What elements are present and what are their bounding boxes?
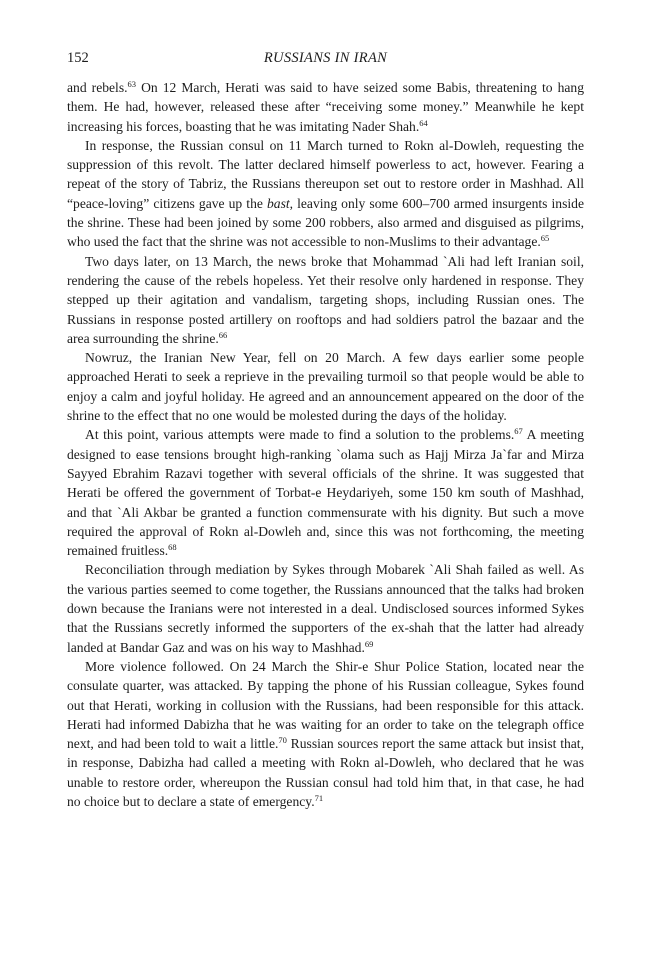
text-run: Nowruz, the Iranian New Year, fell on 20 March. A few days earlier some people approached Herati to seek a reprieve in the prevailing turmoil so that people would be able to enjoy a calm and joyful holiday. He agreed and an announcement appeared on the door of the shrine to the effect that no one would be molested during the days of the holiday.: [67, 350, 584, 424]
footnote-marker: 65: [540, 233, 550, 244]
text-run: Two days later, on 13 March, the news broke that Mohammad `Ali had left Iranian soil, rendering the cause of the rebels hopeless. Yet their resolve only hardened in response. They stepped up their agitation and vandalism, targeting shops, including Russian ones. The Russians in response posted artillery on rooftops and had soldiers patrol the bazaar and the area surrounding the shrine.: [67, 253, 584, 346]
paragraph: [67, 136, 584, 252]
page-header: [67, 50, 584, 72]
text-run: A meeting designed to ease tensions brought high-ranking `olama such as Hajj Mirza Ja`far and Mirza Sayyed Ebrahim Razavi together with several officials of the shrine. It was suggested that Herati be offered the government of Torbat-e Heydariyeh, some 150 km south of Mashhad, and that `Ali Akbar be granted a function commensurate with his dignity. But such a move required the approval of Rokn al-Dowleh and, since this was not forthcoming, the meeting remained fruitless.: [67, 427, 584, 559]
footnote-marker: 66: [218, 329, 228, 340]
text-run: In response, the Russian consul on 11 March turned to Rokn al-Dowleh, requesting the suppression of this revolt. The latter declared himself powerless to act, however. Fearing a repeat of the story of Tabriz, the Russians thereupon set out to restore order in Mashhad. All “peace-loving” citizens gave up the: [67, 137, 584, 211]
text-run: More violence followed. On 24 March the Shir-e Shur Police Station, located near the consulate quarter, was attacked. By tapping the phone of his Russian colleague, Sykes found out that Herati, working in collusion with the Russians, had been responsible for this attack. Herati had informed Dabizha that he was waiting for an order to take on the telegraph office next, and had been told to wait a little.: [67, 658, 584, 752]
text-run: , leaving only some 600–700 armed insurgents inside the shrine. These had been joined by some 200 robbers, also armed and disguised as pilgrims, who used the fact that the shrine was not accessible to non-Muslims to their advantage.: [67, 195, 584, 250]
text-run: Reconciliation through mediation by Sykes through Mobarek `Ali Shah failed as well. As the various parties seemed to come together, the Russians announced that the talks had broken down because the Iranians were not interested in a deal. Undisclosed sources informed Sykes that the Russians secretly informed the supporters of the ex-shah that the latter had already landed at Bandar Gaz and was on his way to Mashhad.: [67, 562, 584, 655]
text-run: Russian sources report the same attack but insist that, in response, Dabizha had called a meeting with Rokn al-Dowleh, who declared that he was unable to restore order, whereupon the Russian consul had told him that, in that case, he had no choice but to declare a state of emergency.: [67, 736, 584, 809]
italic-term: bast: [266, 195, 290, 211]
paragraph: [67, 425, 584, 560]
footnote-marker: 71: [314, 792, 324, 803]
footnote-marker: 70: [278, 735, 287, 746]
running-head: RUSSIANS IN IRAN: [263, 50, 388, 66]
body-text: [67, 78, 584, 811]
footnote-marker: 64: [419, 117, 428, 128]
text-run: and rebels.: [67, 80, 128, 95]
footnote-marker: 68: [168, 542, 177, 553]
paragraph: [67, 348, 584, 425]
text-run: At this point, various attempts were made to find a solution to the problems.: [85, 427, 515, 443]
footnote-marker: 69: [364, 638, 374, 649]
footnote-marker: 63: [127, 79, 137, 89]
paragraph: [67, 252, 584, 348]
text-run: On 12 March, Herati was said to have seized some Babis, threatening to hang them. He had, however, released these after “receiving some money.” Meanwhile he kept increasing his forces, boasting that he was imitating Nader Shah.: [67, 80, 584, 134]
page-number: 152: [67, 50, 89, 66]
footnote-marker: 67: [514, 426, 523, 437]
paragraph: [67, 560, 584, 656]
paragraph: [67, 657, 584, 811]
paragraph: [67, 78, 584, 136]
